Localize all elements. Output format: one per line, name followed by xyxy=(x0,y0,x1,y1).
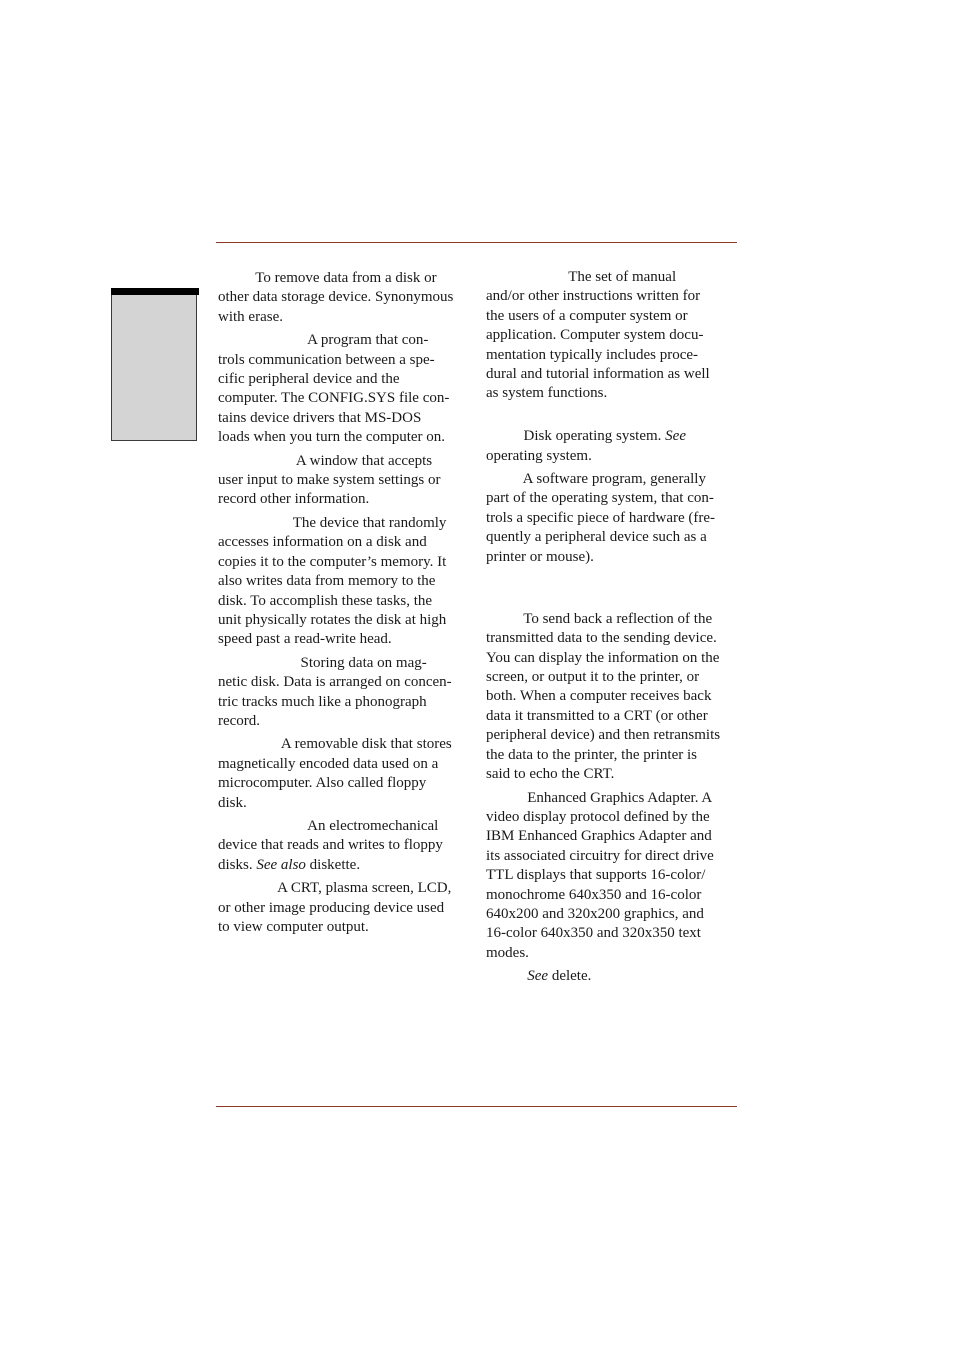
entry-line: An electromechanical xyxy=(218,817,439,834)
entry-line: disks. See also diskette. xyxy=(218,856,361,873)
entry-spacer xyxy=(486,590,736,609)
glossary-entry xyxy=(486,268,736,404)
entry-line: See delete. xyxy=(527,968,592,985)
entry-line: A software program, generally xyxy=(486,471,706,488)
glossary-entry xyxy=(218,269,470,327)
entry-line: to view computer output. xyxy=(218,919,369,935)
entry-line: both. When a computer receives back xyxy=(486,688,712,705)
entry-line: or other image producing device used xyxy=(218,899,445,916)
entry-line: application. Computer system docu- xyxy=(486,327,704,344)
entry-line: said to echo the CRT. xyxy=(486,766,615,783)
entry-line: disk. xyxy=(218,794,247,811)
entry-line: The set of manual xyxy=(486,269,677,285)
glossary-entry xyxy=(486,427,736,466)
entry-line: Storing data on mag- xyxy=(218,654,427,671)
chapter-thumb-tab xyxy=(111,288,197,441)
entry-line: the data to the printer, the printer is xyxy=(486,746,697,763)
glossary-entry xyxy=(218,735,470,813)
entry-line: Enhanced Graphics Adapter. A xyxy=(486,789,713,806)
chapter-tab-bar xyxy=(111,288,199,295)
entry-line: trols communication between a spe- xyxy=(218,351,435,368)
entry-line: operating system. xyxy=(486,447,592,464)
glossary-entry xyxy=(486,470,736,567)
entry-line: peripheral device) and then retransmits xyxy=(486,727,721,744)
entry-line: mentation typically includes proce- xyxy=(486,346,699,363)
entry-line: TTL displays that supports 16-color/ xyxy=(486,867,706,884)
entry-line: speed past a read-write head. xyxy=(218,631,392,648)
entry-line: data it transmitted to a CRT (or other xyxy=(486,707,708,724)
entry-line: 16-color 640x350 and 320x350 text xyxy=(486,925,701,942)
entry-line: screen, or output it to the printer, or xyxy=(486,669,700,686)
entry-line: as system functions. xyxy=(486,385,608,402)
entry-line: 640x200 and 320x200 graphics, and xyxy=(486,905,704,922)
entry-line: also writes data from memory to the xyxy=(218,573,436,590)
glossary-entry xyxy=(486,967,736,986)
glossary-entry xyxy=(218,879,470,937)
entry-line: To remove data from a disk or xyxy=(218,270,437,286)
entry-line: The device that randomly xyxy=(218,514,447,531)
header-rule xyxy=(216,242,737,243)
entry-line: A CRT, plasma screen, LCD, xyxy=(218,880,452,897)
entry-line: monochrome 640x350 and 16-color xyxy=(486,886,702,903)
glossary-left-column xyxy=(218,269,470,941)
entry-line: Disk operating system. See xyxy=(486,428,686,445)
entry-line: To send back a reflection of the xyxy=(486,610,713,627)
entry-line: computer. The CONFIG.SYS file con- xyxy=(218,390,450,407)
entry-line: magnetically encoded data used on a xyxy=(218,755,439,772)
entry-line: modes. xyxy=(486,944,529,961)
entry-line: other data storage device. Synonymous xyxy=(218,289,454,306)
glossary-right-column xyxy=(486,268,736,991)
entry-line: quently a peripheral device such as a xyxy=(486,529,707,546)
glossary-entry xyxy=(218,817,470,875)
entry-line: record other information. xyxy=(218,491,370,508)
entry-line: A window that accepts xyxy=(218,452,433,469)
glossary-entry xyxy=(218,331,470,447)
entry-line: transmitted data to the sending device. xyxy=(486,630,717,647)
entry-line: user input to make system settings or xyxy=(218,472,441,489)
entry-line: unit physically rotates the disk at high xyxy=(218,611,447,628)
entry-line: tains device drivers that MS-DOS xyxy=(218,409,422,426)
entry-line: A removable disk that stores xyxy=(218,736,452,753)
glossary-entry xyxy=(486,789,736,964)
entry-line: dural and tutorial information as well xyxy=(486,366,710,383)
entry-line: IBM Enhanced Graphics Adapter and xyxy=(486,828,712,845)
entry-line: part of the operating system, that con- xyxy=(486,490,714,507)
entry-line: the users of a computer system or xyxy=(486,307,688,324)
entry-line: A program that con- xyxy=(218,332,429,349)
entry-line: copies it to the computer’s memory. It xyxy=(218,553,447,570)
entry-line: You can display the information on the xyxy=(486,649,720,666)
entry-line: netic disk. Data is arranged on concen- xyxy=(218,674,452,691)
glossary-entry xyxy=(218,452,470,510)
entry-line: loads when you turn the computer on. xyxy=(218,429,446,446)
entry-line: accesses information on a disk and xyxy=(218,534,427,551)
entry-line: with erase. xyxy=(218,308,283,325)
entry-line: disk. To accomplish these tasks, the xyxy=(218,592,433,609)
entry-line: microcomputer. Also called floppy xyxy=(218,775,427,792)
entry-line: its associated circuitry for direct drive xyxy=(486,847,714,864)
glossary-entry xyxy=(218,654,470,732)
entry-line: device that reads and writes to floppy xyxy=(218,837,443,854)
glossary-entry xyxy=(218,514,470,650)
entry-line: cific peripheral device and the xyxy=(218,371,400,388)
entry-line: video display protocol defined by the xyxy=(486,808,710,825)
entry-line: and/or other instructions written for xyxy=(486,288,701,305)
entry-spacer xyxy=(486,571,736,590)
entry-line: trols a specific piece of hardware (fre- xyxy=(486,509,716,526)
entry-spacer xyxy=(486,408,736,427)
entry-line: tric tracks much like a phonograph xyxy=(218,693,427,710)
entry-line: record. xyxy=(218,712,261,729)
footer-rule xyxy=(216,1106,737,1107)
entry-line: printer or mouse). xyxy=(486,548,594,565)
glossary-entry xyxy=(486,610,736,785)
